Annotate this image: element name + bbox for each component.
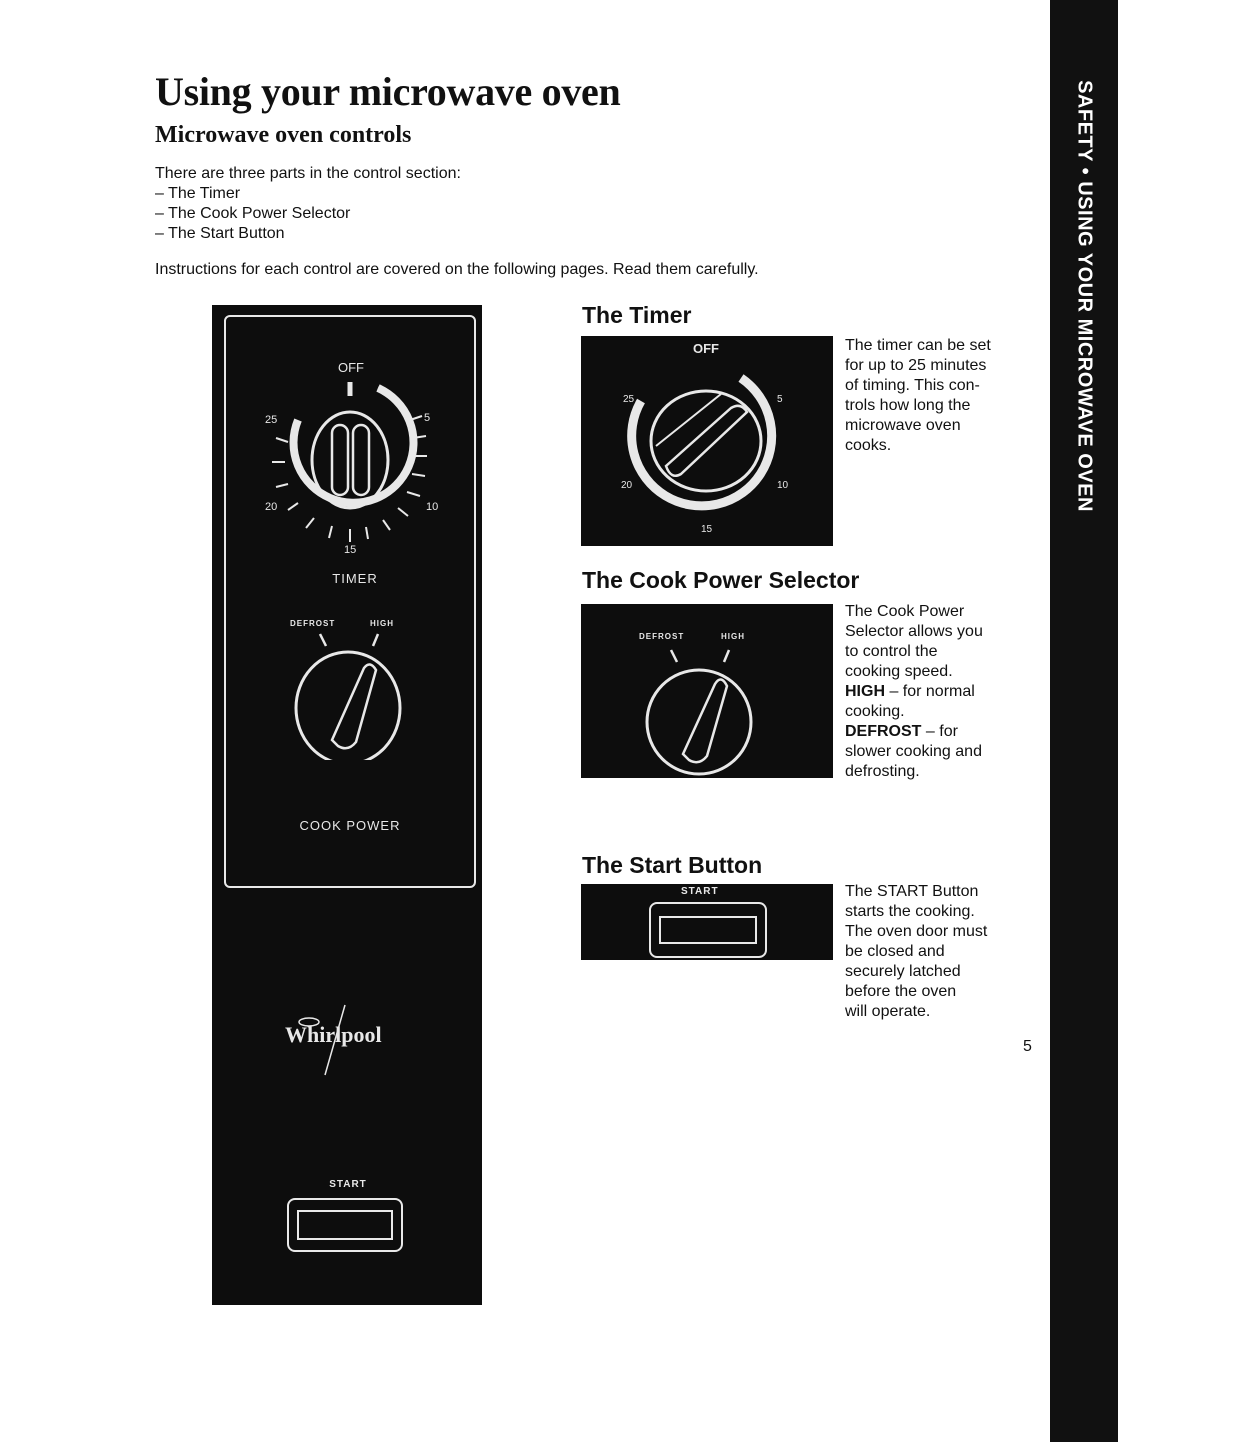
desc-line: starts the cooking. xyxy=(845,903,975,920)
desc-line: cooking speed. xyxy=(845,663,953,680)
dial-5-label: 5 xyxy=(424,412,431,424)
desc-line: trols how long the xyxy=(845,397,971,414)
dial-15-label: 15 xyxy=(344,544,357,556)
desc-line: slower cooking and xyxy=(845,743,982,760)
dial-25-label: 25 xyxy=(265,414,278,426)
dial-off-label: OFF xyxy=(338,360,364,375)
desc-line: The Cook Power xyxy=(845,603,965,620)
desc-line: Selector allows you xyxy=(845,623,983,640)
desc-line: The oven door must xyxy=(845,923,988,940)
intro-item: – The Timer xyxy=(155,185,241,202)
timer-illustration xyxy=(581,336,833,546)
start-label: START xyxy=(329,1179,367,1190)
start-illustration xyxy=(581,884,833,960)
sidebar-label: SAFETY • USING YOUR MICROWAVE OVEN xyxy=(1073,80,1096,512)
start-heading: The Start Button xyxy=(582,852,763,878)
intro-item: – The Start Button xyxy=(155,225,285,242)
cook-power-description xyxy=(845,602,983,782)
desc-line: of timing. This con- xyxy=(845,377,980,394)
dial-10-label: 10 xyxy=(426,501,439,513)
defrost-label: DEFROST xyxy=(639,632,685,641)
intro-text xyxy=(155,164,461,244)
timer-label: TIMER xyxy=(332,571,378,586)
start-button xyxy=(287,1198,403,1252)
section-subtitle: Microwave oven controls xyxy=(155,122,412,148)
cook-power-illustration xyxy=(581,604,833,778)
timer-20: 20 xyxy=(621,480,633,491)
whirlpool-logo: Whirlpool xyxy=(285,1022,382,1047)
desc-line: The timer can be set xyxy=(845,337,991,354)
desc-line: to control the xyxy=(845,643,938,660)
defrost-def: – for xyxy=(921,723,958,740)
start-description xyxy=(845,882,987,1022)
timer-25: 25 xyxy=(623,394,635,405)
page-title: Using your microwave oven xyxy=(155,69,621,114)
timer-15: 15 xyxy=(701,524,713,535)
desc-line: for up to 25 minutes xyxy=(845,357,987,374)
defrost-term: DEFROST xyxy=(845,723,922,740)
page-number: 5 xyxy=(1023,1038,1032,1055)
desc-line: The START Button xyxy=(845,883,979,900)
timer-knob xyxy=(312,412,388,508)
dial-20-label: 20 xyxy=(265,501,278,513)
cook-power-heading: The Cook Power Selector xyxy=(582,567,860,593)
desc-line: securely latched xyxy=(845,963,961,980)
intro-item: – The Cook Power Selector xyxy=(155,205,351,222)
high-def: – for normal xyxy=(885,683,975,700)
high-label: HIGH xyxy=(721,632,745,641)
cook-power-label: COOK POWER xyxy=(299,818,401,833)
desc-line xyxy=(845,682,983,702)
cook-power-dial-graphic xyxy=(290,630,420,760)
start-label: START xyxy=(681,886,719,897)
high-term: HIGH xyxy=(845,683,885,700)
timer-5: 5 xyxy=(777,394,783,405)
desc-line: before the oven xyxy=(845,983,957,1000)
desc-line: microwave oven xyxy=(845,417,961,434)
instructions-text: Instructions for each control are covered on the following pages. Read them carefully. xyxy=(155,261,759,278)
desc-line: cooking. xyxy=(845,703,905,720)
timer-heading: The Timer xyxy=(582,302,692,328)
desc-line: be closed and xyxy=(845,943,945,960)
timer-off: OFF xyxy=(693,341,719,356)
high-label: HIGH xyxy=(370,619,394,628)
defrost-label: DEFROST xyxy=(290,619,336,628)
desc-line xyxy=(845,722,983,742)
intro-lead: There are three parts in the control section: xyxy=(155,165,461,182)
timer-dial-graphic xyxy=(250,350,460,570)
timer-description xyxy=(845,336,991,456)
desc-line: defrosting. xyxy=(845,763,920,780)
desc-line: cooks. xyxy=(845,437,892,454)
desc-line: will operate. xyxy=(845,1003,931,1020)
timer-10: 10 xyxy=(777,480,789,491)
logo-swoosh-icon xyxy=(295,1000,365,1080)
